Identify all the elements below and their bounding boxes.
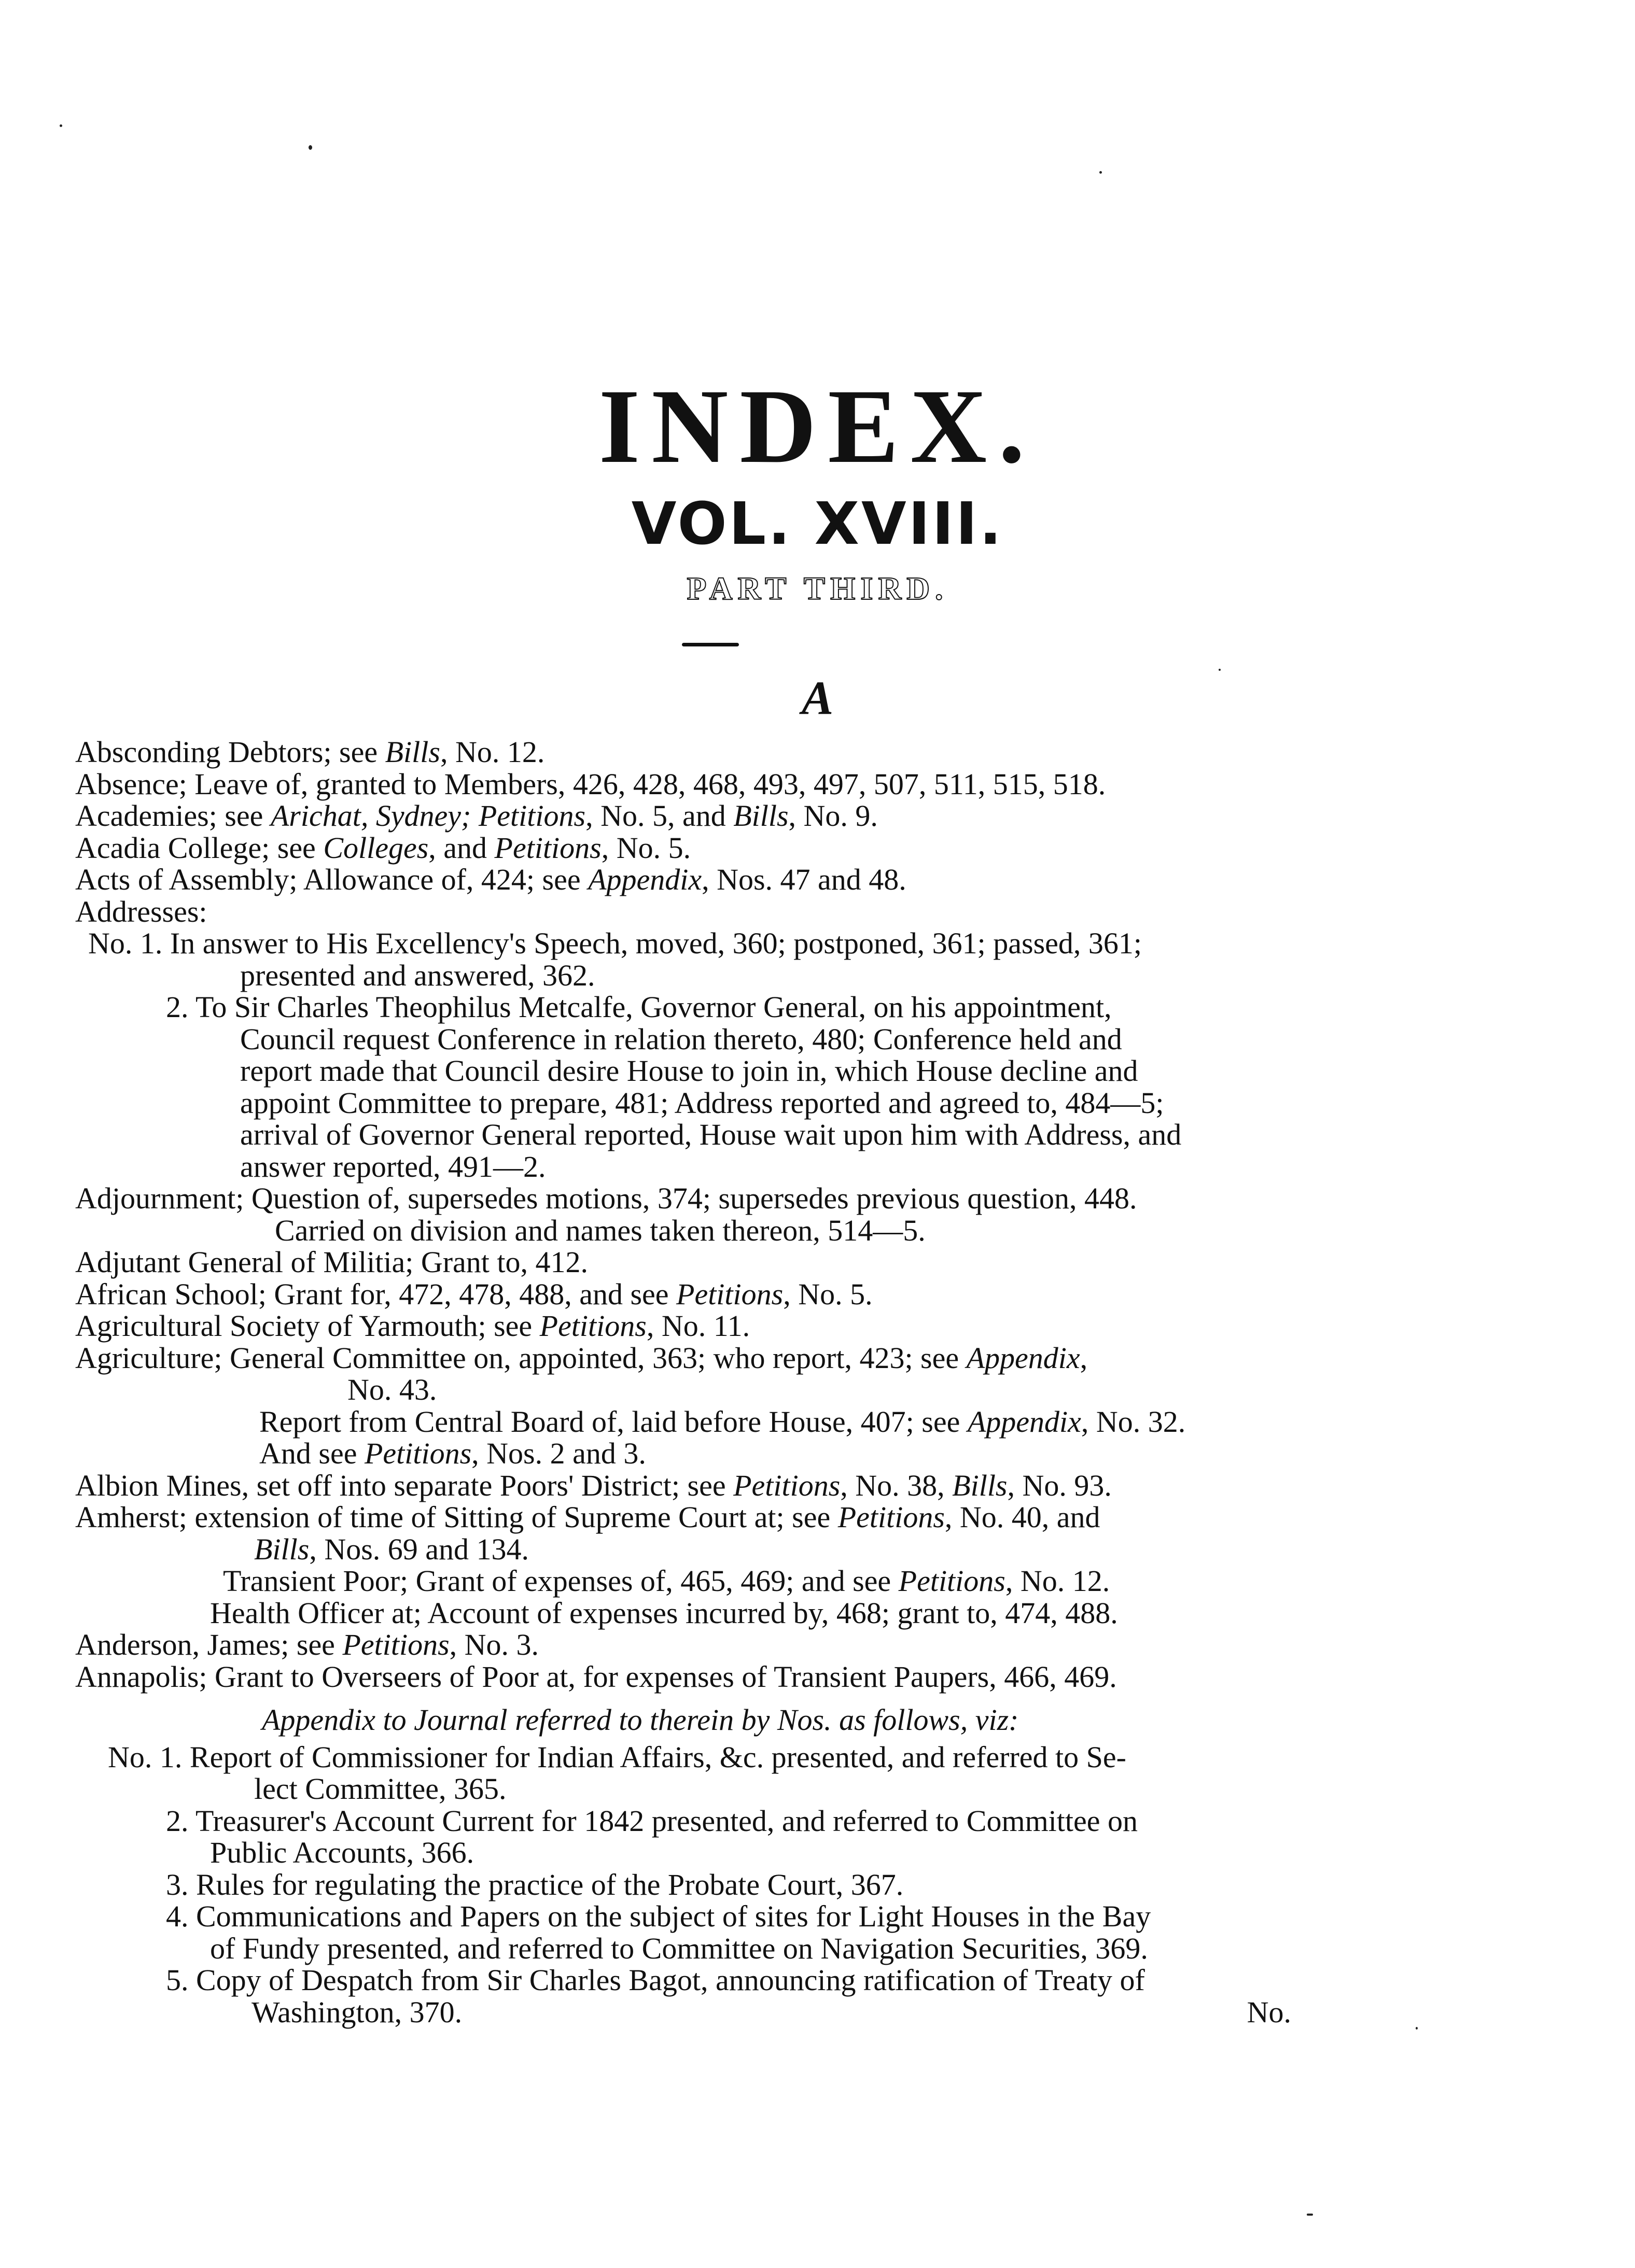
index-reference: Petitions — [494, 830, 602, 865]
index-line — [0, 1565, 1635, 1597]
index-line — [0, 991, 1635, 1023]
index-line — [0, 1704, 1635, 1736]
index-text: , Nos. 2 and 3. — [471, 1436, 646, 1470]
part-heading: PART THIRD. — [687, 571, 948, 607]
index-text: Acts of Assembly; Allowance of, 424; see — [75, 863, 589, 896]
index-text: Addresses: — [75, 894, 207, 928]
index-reference: Arichat, Sydney; Petitions — [270, 799, 586, 833]
index-line — [0, 927, 1635, 960]
index-text: report made that Council desire House to join in, which House decline and — [240, 1054, 1138, 1088]
index-text: Albion Mines, set off into separate Poors' District; see — [75, 1468, 734, 1502]
index-line — [0, 1087, 1635, 1119]
speck — [60, 124, 62, 127]
index-line — [0, 1119, 1635, 1151]
index-reference: Petitions — [342, 1628, 450, 1661]
index-line — [0, 1661, 1635, 1693]
index-reference: Petitions — [733, 1468, 841, 1502]
index-text: , Nos. 69 and 134. — [309, 1532, 529, 1566]
index-text: Absconding Debtors; see — [75, 735, 385, 769]
index-reference: Appendix to Journal referred to therein by Nos. as follows, viz: — [262, 1703, 1019, 1737]
index-reference: Petitions — [676, 1277, 784, 1311]
index-text: No. 1. In answer to His Excellency's Speech, moved, 360; postponed, 361; passed, 361; — [88, 926, 1142, 960]
index-text: , No. 12. — [1005, 1564, 1110, 1598]
index-line — [0, 864, 1635, 896]
index-line — [0, 1215, 1635, 1247]
index-line — [0, 1055, 1635, 1087]
index-text: 2. Treasurer's Account Current for 1842 presented, and referred to Committee on — [166, 1804, 1138, 1838]
index-text: , No. 40, and — [944, 1500, 1100, 1534]
index-line — [0, 1837, 1635, 1869]
index-reference: Bills — [733, 799, 789, 833]
index-text: Acadia College; see — [75, 830, 324, 865]
speck — [1219, 669, 1221, 671]
index-text: Absence; Leave of, granted to Members, 426, 428, 468, 493, 497, 507, 511, 515, 518. — [75, 767, 1106, 801]
index-text: African School; Grant for, 472, 478, 488, and see — [75, 1277, 677, 1311]
index-text: Transient Poor; Grant of expenses of, 465, 469; and see — [223, 1564, 899, 1598]
index-text: Report from Central Board of, laid before House, 407; see — [259, 1404, 968, 1439]
index-text: 4. Communications and Papers on the subject of sites for Light Houses in the Bay — [166, 1899, 1151, 1933]
index-text: Anderson, James; see — [75, 1628, 343, 1661]
index-text: And see — [259, 1436, 365, 1470]
index-line — [0, 800, 1635, 832]
index-line — [0, 1470, 1635, 1502]
index-text: Washington, 370. — [251, 1995, 463, 2029]
index-text: 5. Copy of Despatch from Sir Charles Bagot, announcing ratification of Treaty of — [166, 1963, 1145, 1997]
index-reference: Bills — [952, 1468, 1008, 1502]
index-text: , No. 11. — [646, 1309, 750, 1343]
volume-heading: VOL. XVIII. — [631, 490, 1004, 558]
index-text: Academies; see — [75, 799, 271, 833]
index-text: answer reported, 491—2. — [240, 1149, 546, 1184]
index-line — [0, 768, 1635, 800]
index-text: Amherst; extension of time of Sitting of Supreme Court at; see — [75, 1500, 838, 1534]
index-line — [0, 1805, 1635, 1837]
index-line — [0, 1151, 1635, 1183]
index-line — [0, 960, 1635, 992]
index-reference: Petitions — [539, 1309, 647, 1343]
page-title: INDEX. — [598, 368, 1037, 485]
index-line — [0, 1741, 1635, 1773]
index-reference: Petitions — [837, 1500, 945, 1534]
index-line — [0, 832, 1635, 864]
index-text: Agricultural Society of Yarmouth; see — [75, 1309, 540, 1343]
speck — [1099, 171, 1102, 174]
index-text: , No. 38, — [840, 1468, 953, 1502]
index-line — [0, 1533, 1635, 1566]
index-text: Public Accounts, 366. — [210, 1836, 474, 1869]
index-line — [0, 1869, 1635, 1901]
index-line — [0, 1182, 1635, 1215]
index-line — [0, 1438, 1635, 1470]
index-line — [0, 1246, 1635, 1278]
ornamental-rule — [682, 643, 739, 646]
index-text: , No. 5, and — [585, 799, 734, 833]
index-text: , No. 93. — [1007, 1468, 1112, 1502]
index-text: of Fundy presented, and referred to Committee on Navigation Securities, 369. — [210, 1931, 1148, 1965]
section-letter: A — [801, 671, 834, 724]
index-reference: Bills — [254, 1532, 310, 1566]
index-text: , No. 5. — [783, 1277, 873, 1311]
index-reference: Appendix — [967, 1404, 1081, 1439]
index-text: No. 43. — [347, 1373, 437, 1406]
index-text: No. 1. Report of Commissioner for Indian Affairs, &c. presented, and referred to Se- — [108, 1740, 1126, 1774]
index-text: Health Officer at; Account of expenses incurred by, 468; grant to, 474, 488. — [210, 1596, 1118, 1630]
index-line — [0, 1501, 1635, 1533]
index-line — [0, 1342, 1635, 1374]
index-text: appoint Committee to prepare, 481; Address reported and agreed to, 484—5; — [240, 1086, 1164, 1120]
speck — [1307, 2214, 1313, 2216]
index-text: Carried on division and names taken thereon, 514—5. — [275, 1213, 926, 1247]
index-text: 3. Rules for regulating the practice of the Probate Court, 367. — [166, 1867, 904, 1901]
index-line — [0, 1374, 1635, 1406]
index-text: lect Committee, 365. — [254, 1772, 507, 1806]
speck — [1416, 2027, 1418, 2030]
index-entries — [0, 736, 1635, 2028]
index-text: , No. 9. — [788, 799, 878, 833]
index-text: 2. To Sir Charles Theophilus Metcalfe, Governor General, on his appointment, — [166, 990, 1112, 1024]
index-line — [0, 1597, 1635, 1629]
index-text: , No. 12. — [440, 735, 545, 769]
index-line — [0, 1900, 1635, 1933]
index-line — [0, 1773, 1635, 1805]
speck — [309, 145, 312, 150]
index-line — [0, 1629, 1635, 1661]
index-text: Adjournment; Question of, supersedes motions, 374; supersedes previous question, 448. — [75, 1181, 1137, 1215]
index-text: , No. 32. — [1081, 1404, 1186, 1439]
catchword: No. — [1247, 1995, 1291, 2029]
index-line — [0, 896, 1635, 928]
index-text: , — [1080, 1341, 1088, 1375]
index-reference: Colleges — [323, 830, 429, 865]
index-text: presented and answered, 362. — [240, 958, 595, 992]
index-text: , No. 3. — [449, 1628, 539, 1661]
index-line — [0, 1996, 1635, 2028]
index-text: Agriculture; General Committee on, appointed, 363; who report, 423; see — [75, 1341, 967, 1375]
index-text: Council request Conference in relation thereto, 480; Conference held and — [240, 1022, 1122, 1056]
index-line — [0, 1406, 1635, 1438]
index-text: , and — [428, 830, 495, 865]
index-line — [0, 1310, 1635, 1342]
index-line — [0, 736, 1635, 768]
index-line — [0, 1964, 1635, 1996]
index-text: , Nos. 47 and 48. — [702, 863, 906, 896]
index-text: Annapolis; Grant to Overseers of Poor at, for expenses of Transient Paupers, 466, 469. — [75, 1659, 1117, 1694]
index-reference: Petitions — [364, 1436, 472, 1470]
index-text: arrival of Governor General reported, House wait upon him with Address, and — [240, 1118, 1182, 1151]
index-reference: Appendix — [588, 863, 702, 896]
index-line — [0, 1933, 1635, 1965]
index-text: Adjutant General of Militia; Grant to, 412. — [75, 1245, 589, 1279]
index-reference: Petitions — [898, 1564, 1005, 1598]
index-line — [0, 1278, 1635, 1311]
index-reference: Bills — [385, 735, 440, 769]
index-text: , No. 5. — [601, 830, 691, 865]
index-line — [0, 1023, 1635, 1055]
index-reference: Appendix — [966, 1341, 1080, 1375]
